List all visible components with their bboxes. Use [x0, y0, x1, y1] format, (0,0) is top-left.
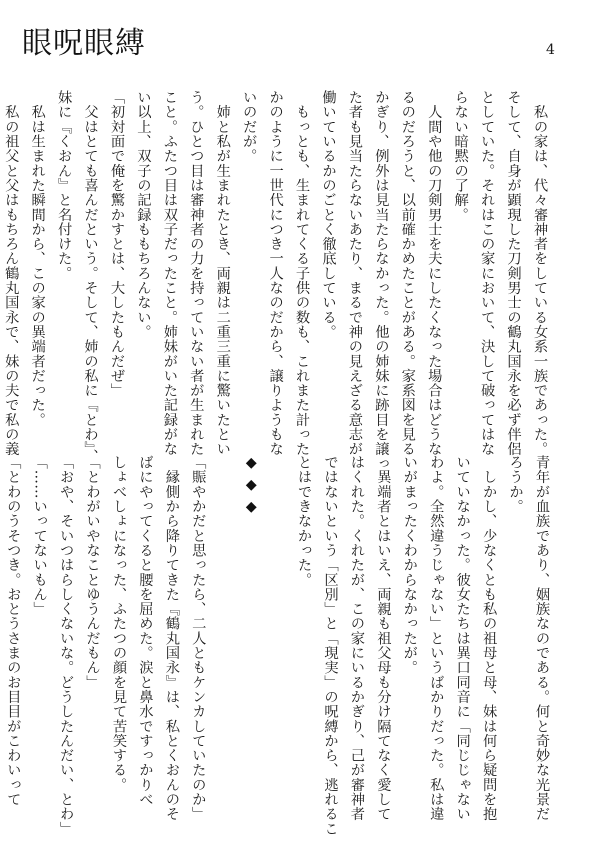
- upper-text-column: るのだろうと、以前確かめたことがある。家系図を見る: [399, 90, 416, 457]
- upper-text-column: 私は生まれた瞬間から、この家の異端者だった。: [29, 90, 46, 427]
- lower-text-column: 「おや、そいつはらしくないな。どうしたんだい、とわ」: [58, 455, 75, 836]
- upper-text-column: 姉と私が生まれたとき、両親は二重三重に驚いたとい: [214, 90, 231, 457]
- page-number: 4: [546, 42, 555, 58]
- upper-text-column: としていた。それはこの家において、決して破ってはな: [479, 90, 496, 457]
- upper-text-column: らない暗黙の了解。: [452, 90, 469, 222]
- lower-text-column: 縁側から降りてきた『鶴丸国永』は、私とくおんのそ: [163, 455, 180, 822]
- upper-text-block: [3, 90, 553, 471]
- upper-text-column: う。ひとつ目は審神者の力を持っていない者が生まれた: [188, 90, 205, 457]
- upper-text-column: い以上、双子の記録ももちろんない。: [135, 90, 152, 340]
- lower-text-column: 「賑やかだと思ったら、二人ともケンカしていたのか」: [190, 455, 207, 822]
- lower-text-column: しょべしょになった、ふたつの顔を見て苦笑する。: [111, 455, 127, 792]
- document-title: 眼呪眼縛: [22, 26, 146, 61]
- upper-text-column: た者も見当たらないあたり、まるで神の見えざる意志が: [346, 90, 363, 457]
- lower-text-column: いがまったくわからなかったが。: [401, 455, 418, 675]
- lower-text-column: [264, 455, 290, 810]
- upper-text-column: かぎり、例外は見当たらなかった。他の姉妹に跡目を譲っ: [373, 90, 390, 471]
- upper-text-column: 人間や他の刀剣男士を夫にしたくなった場合はどうな: [426, 90, 443, 457]
- lower-text-column: [211, 455, 237, 810]
- upper-text-column: 働いているかのごとく徹底している。: [320, 90, 337, 340]
- lower-text-column: 「……いってないもん」: [31, 455, 48, 617]
- upper-text-column: 「初対面で俺を驚かすとは、大したもんだぜ」: [109, 90, 125, 398]
- lower-text-block: [5, 455, 555, 836]
- lower-text-column: ろうか。: [507, 455, 524, 514]
- lower-text-column: いていなかった。彼女たちは異口同音に「同じじゃない: [454, 455, 471, 822]
- lower-text-column: しかし、少なくとも私の祖母と母、妹は何ら疑問を抱: [481, 455, 498, 822]
- upper-text-column: こと。ふたつ目は双子だったこと。姉妹がいた記録がな: [161, 90, 178, 457]
- lower-text-column: 青年が血族であり、姻族なのである。何と奇妙な光景だ: [534, 455, 550, 822]
- lower-text-column: はくれた。くれたが、この家にいるかぎり、己が審神者: [348, 455, 365, 822]
- lower-text-column: 「とわがいやなことゆうんだもん」: [84, 455, 101, 690]
- upper-text-column: そして、自身が顕現した刀剣男士の鶴丸国永を必ず伴侶: [505, 90, 522, 457]
- upper-text-column: いのだが。: [241, 90, 258, 164]
- upper-text-column: 私の祖父と父はもちろん鶴丸国永で、妹の夫で私の義: [3, 90, 20, 457]
- upper-text-column: かのように一世代につき一人なのだから、譲りようもな: [267, 90, 284, 457]
- section-separator: ◆◆◆: [243, 455, 260, 521]
- lower-text-column: ばにやってくると腰を屈めた。涙と鼻水ですっかりべ: [137, 455, 154, 807]
- lower-text-column: とはできなかった。: [296, 455, 313, 587]
- lower-text-column: ではないという「区別」と「現実」の呪縛から、逃れるこ: [322, 455, 339, 836]
- lower-text-column: 「とわのうそつき。おとうさまのお目目がこわいって: [5, 455, 22, 807]
- upper-text-column: 父はとても喜んだという。そして、姉の私に『とわ』、: [82, 90, 99, 464]
- lower-text-column: 異端者とはいえ、両親も祖父母も分け隔てなく愛して: [375, 455, 392, 822]
- upper-text-column: 私の家は、代々審神者をしている女系一族であった。: [532, 90, 548, 457]
- upper-text-column: 妹に『くおん』と名付けた。: [56, 90, 73, 281]
- lower-text-column: わよ。全然違うじゃない」というばかりだった。私は違: [428, 455, 445, 822]
- upper-text-column: もっとも、生まれてくる子供の数も、これまた計った: [294, 90, 311, 457]
